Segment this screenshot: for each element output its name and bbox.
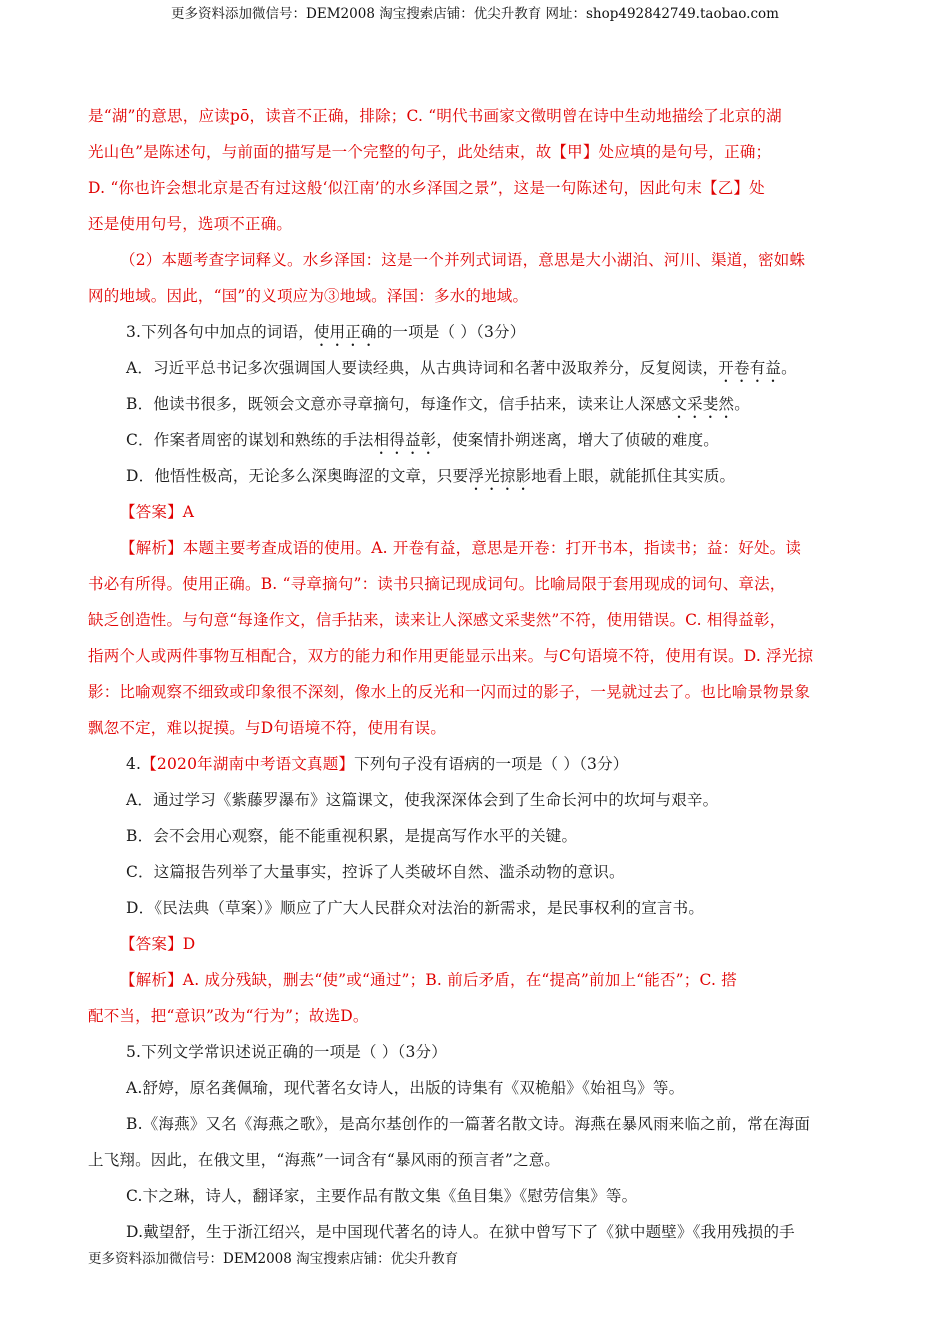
- question-4-option-b: B．会不会用心观察，能不能重视积累，是提高写作水平的关键。: [126, 827, 578, 845]
- question-4-explanation-line-2: 配不当，把“意识”改为“行为”；故选D。: [88, 1007, 369, 1025]
- question-4-explanation-line-1: 【解析】A. 成分残缺，删去“使”或“通过”；B. 前后矛盾，在“提高”前加上“能否”；C. 搭: [120, 971, 737, 989]
- page-footer: 更多资料添加微信号：DEM2008 淘宝搜索店铺：优尖升教育: [88, 1251, 459, 1267]
- question-3-option-a: A．习近平总书记多次强调国人要读经典，从古典诗词和名著中汲取养分，反复阅读，开卷有益。: [126, 359, 797, 377]
- emphasis-dots: 使用正确: [313, 323, 377, 341]
- question-3-explanation-line-3: 缺乏创造性。与句意“每逢作文，信手拈来，读来让人深感文采斐然”不符，使用错误。C. 相得益彰，: [88, 611, 786, 629]
- question-3-option-b: B．他读书很多，既领会文意亦寻章摘句，每逢作文，信手拈来，读来让人深感文采斐然。: [126, 395, 750, 413]
- question-3-explanation-line-1: 【解析】本题主要考查成语的使用。A. 开卷有益，意思是开卷：打开书本，指读书；益：好处。读: [120, 539, 802, 557]
- question-3-option-c: C．作案者周密的谋划和熟练的手法相得益彰，使案情扑朔迷离，增大了侦破的难度。: [126, 431, 719, 449]
- question-4-answer: 【答案】D: [120, 935, 196, 953]
- source-tag: 【2020年湖南中考语文真题】: [141, 755, 355, 773]
- question-3-explanation-line-5: 影：比喻观察不细致或印象很不深刻，像水上的反光和一闪而过的影子，一晃就过去了。也比喻景物景象: [88, 683, 811, 701]
- prev-explanation-line-2: 光山色”是陈述句，与前面的描写是一个完整的句子，此处结束，故【甲】处应填的是句号，正确；: [88, 143, 772, 161]
- emphasis-dots: 相得益彰: [373, 431, 437, 449]
- page-header: 更多资料添加微信号：DEM2008 淘宝搜索店铺：优尖升教育 网址：shop492842749.taobao.com: [171, 6, 779, 22]
- question-5-stem: 5.下列文学常识述说正确的一项是（ ）（3分）: [126, 1043, 447, 1061]
- question-3-explanation-line-6: 飘忽不定，难以捉摸。与D句语境不符，使用有误。: [88, 719, 447, 737]
- question-3-stem: 3.下列各句中加点的词语，使用正确的一项是（ ）（3分）: [126, 323, 526, 341]
- question-3-explanation-line-2: 书必有所得。使用正确。B. “寻章摘句”：读书只摘记现成词句。比喻局限于套用现成的词句、章法，: [88, 575, 786, 593]
- prev-explanation-line-4: 还是使用句号，选项不正确。: [88, 215, 293, 233]
- emphasis-dots: 文采斐然: [671, 395, 735, 413]
- question-5-option-c: C.卞之琳，诗人，翻译家，主要作品有散文集《鱼目集》《慰劳信集》等。: [126, 1187, 638, 1205]
- document-body: [88, 98, 863, 1250]
- emphasis-dots: 开卷有益: [718, 359, 782, 377]
- question-3-explanation-line-4: 指两个人或两件事物互相配合，双方的能力和作用更能显示出来。与C句语境不符，使用有误。D. 浮光掠: [88, 647, 814, 665]
- question-5-option-d: D.戴望舒，生于浙江绍兴，是中国现代著名的诗人。在狱中曾写下了《狱中题壁》《我用残损的手: [126, 1223, 795, 1241]
- prev-explanation-line-6: 网的地域。因此，“国”的义项应为③地域。泽国：多水的地域。: [88, 287, 529, 305]
- question-5-option-a: A.舒婷，原名龚佩瑜，现代著名女诗人，出版的诗集有《双桅船》《始祖鸟》等。: [126, 1079, 685, 1097]
- prev-explanation-line-3: D. “你也许会想北京是否有过这般‘似江南’的水乡泽国之景”，这是一句陈述句，因此句末【乙】处: [88, 179, 765, 197]
- prev-explanation-line-1: 是“湖”的意思，应读pō，读音不正确，排除；C. “明代书画家文徵明曾在诗中生动地描绘了北京的湖: [88, 107, 782, 125]
- question-5-option-b-line-2: 上飞翔。因此，在俄文里，“海燕”一词含有“暴风雨的预言者”之意。: [88, 1151, 561, 1169]
- question-4-option-c: C．这篇报告列举了大量事实，控诉了人类破坏自然、滥杀动物的意识。: [126, 863, 625, 881]
- question-5-option-b-line-1: B.《海燕》又名《海燕之歌》，是高尔基创作的一篇著名散文诗。海燕在暴风雨来临之前，常在海面: [126, 1115, 811, 1133]
- question-4-option-d: D．《民法典（草案）》顺应了广大人民群众对法治的新需求，是民事权利的宣言书。: [126, 899, 705, 917]
- question-3-answer: 【答案】A: [120, 503, 195, 521]
- prev-explanation-line-5: （2）本题考查字词释义。水乡泽国：这是一个并列式词语，意思是大小湖泊、河川、渠道，密如蛛: [120, 251, 806, 269]
- question-4-stem: 4.【2020年湖南中考语文真题】下列句子没有语病的一项是（ ）（3分）: [126, 755, 629, 773]
- question-3-option-d: D．他悟性极高，无论多么深奥晦涩的文章，只要浮光掠影地看上眼，就能抓住其实质。: [126, 467, 736, 485]
- question-4-option-a: A．通过学习《紫藤罗瀑布》这篇课文，使我深深体会到了生命长河中的坎坷与艰辛。: [126, 791, 719, 809]
- emphasis-dots: 浮光掠影: [468, 467, 532, 485]
